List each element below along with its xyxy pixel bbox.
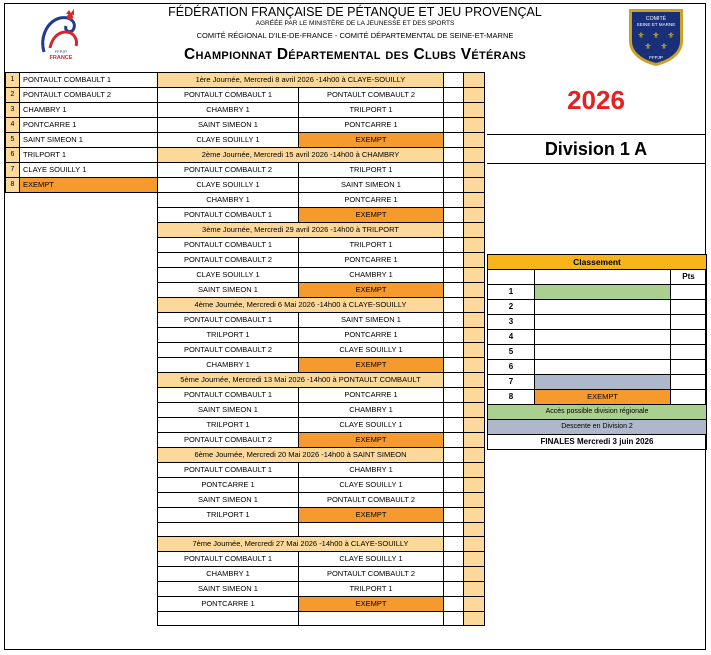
home-team: SAINT SIMEON 1	[158, 283, 299, 298]
rank-points	[671, 360, 707, 375]
score-cell	[444, 208, 464, 223]
team-row	[6, 148, 158, 163]
access-note: Accès possible division régionale	[488, 405, 707, 420]
away-team: EXEMPT	[299, 358, 444, 373]
score-cell	[464, 403, 485, 418]
descent-note: Descente en Division 2	[488, 420, 707, 435]
match-row	[158, 178, 485, 193]
score-cell	[444, 358, 464, 373]
score-cell	[464, 328, 485, 343]
rank-team	[535, 375, 671, 390]
team-name: PONTCARRE 1	[20, 118, 158, 133]
score-cell	[464, 358, 485, 373]
standings-row	[488, 285, 707, 300]
away-team: EXEMPT	[299, 508, 444, 523]
home-team: PONTAULT COMBAULT 1	[158, 552, 299, 567]
score-cell	[464, 133, 485, 148]
round-header-row	[158, 448, 485, 463]
home-team: PONTAULT COMBAULT 2	[158, 253, 299, 268]
round-header: 5ème Journée, Mercredi 13 Mai 2026 -14h00 à PONTAULT COMBAULT	[158, 373, 444, 388]
team-number: 8	[6, 178, 20, 193]
rank-number: 5	[488, 345, 535, 360]
rank-number: 4	[488, 330, 535, 345]
rank-number: 8	[488, 390, 535, 405]
score-cell	[464, 268, 485, 283]
score-cell	[444, 612, 464, 626]
championship-title: Championnat Départemental des Clubs Vétérans	[183, 46, 526, 63]
away-team: PONTAULT COMBAULT 2	[299, 567, 444, 582]
match-row	[158, 208, 485, 223]
rank-points	[671, 345, 707, 360]
home-team: PONTCARRE 1	[158, 478, 299, 493]
home-team: CHAMBRY 1	[158, 193, 299, 208]
team-row	[6, 118, 158, 133]
round-header: 1ère Journée, Mercredi 8 avril 2026 -14h00 à CLAYE-SOUILLY	[158, 73, 444, 88]
score-cell	[444, 537, 464, 552]
division-title: Division 1 A	[487, 134, 705, 164]
match-row	[158, 88, 485, 103]
seine-et-marne-committee-logo	[627, 7, 685, 67]
access-note-row	[488, 405, 707, 420]
rank-points	[671, 375, 707, 390]
team-name: PONTAULT COMBAULT 2	[20, 88, 158, 103]
score-cell	[464, 448, 485, 463]
home-team: PONTAULT COMBAULT 1	[158, 388, 299, 403]
away-team: TRILPORT 1	[299, 163, 444, 178]
away-team: PONTCARRE 1	[299, 328, 444, 343]
score-cell	[464, 163, 485, 178]
home-team: CHAMBRY 1	[158, 358, 299, 373]
team-row	[6, 103, 158, 118]
home-team: CHAMBRY 1	[158, 567, 299, 582]
home-team	[158, 523, 299, 537]
match-row	[158, 163, 485, 178]
score-cell	[444, 373, 464, 388]
rank-number: 7	[488, 375, 535, 390]
rank-number: 3	[488, 315, 535, 330]
score-cell	[444, 118, 464, 133]
score-cell	[444, 567, 464, 582]
match-row	[158, 567, 485, 582]
home-team: PONTAULT COMBAULT 1	[158, 463, 299, 478]
standings-row	[488, 345, 707, 360]
round-header: 7ème Journée, Mercredi 27 Mai 2026 -14h00 à CLAYE-SOUILLY	[158, 537, 444, 552]
home-team: SAINT SIMEON 1	[158, 493, 299, 508]
away-team: PONTCARRE 1	[299, 193, 444, 208]
score-cell	[464, 208, 485, 223]
away-team: EXEMPT	[299, 208, 444, 223]
score-cell	[464, 582, 485, 597]
rank-team: EXEMPT	[535, 390, 671, 405]
away-team: PONTCARRE 1	[299, 388, 444, 403]
away-team: PONTCARRE 1	[299, 118, 444, 133]
team-row	[6, 88, 158, 103]
match-row	[158, 508, 485, 523]
rank-team	[535, 300, 671, 315]
score-cell	[444, 163, 464, 178]
svg-text:FFPJP: FFPJP	[649, 55, 663, 60]
rank-team	[535, 345, 671, 360]
rank-points	[671, 330, 707, 345]
score-cell	[444, 418, 464, 433]
match-row	[158, 552, 485, 567]
round-header: 3ème Journée, Mercredi 29 avril 2026 -14h00 à TRILPORT	[158, 223, 444, 238]
score-cell	[464, 253, 485, 268]
match-row	[158, 253, 485, 268]
match-row	[158, 418, 485, 433]
score-cell	[464, 223, 485, 238]
score-cell	[444, 73, 464, 88]
score-cell	[464, 118, 485, 133]
rank-number: 2	[488, 300, 535, 315]
home-team: PONTAULT COMBAULT 1	[158, 313, 299, 328]
home-team: PONTAULT COMBAULT 2	[158, 163, 299, 178]
team-number: 5	[6, 133, 20, 148]
match-row	[158, 118, 485, 133]
score-cell	[464, 612, 485, 626]
match-row	[158, 463, 485, 478]
finals-date-row	[488, 435, 707, 450]
score-cell	[444, 268, 464, 283]
team-name: PONTAULT COMBAULT 1	[20, 73, 158, 88]
away-team: CLAYE SOUILLY 1	[299, 552, 444, 567]
match-row	[158, 582, 485, 597]
team-name: EXEMPT	[20, 178, 158, 193]
score-cell	[464, 567, 485, 582]
match-row	[158, 268, 485, 283]
score-cell	[464, 238, 485, 253]
home-team: SAINT SIMEON 1	[158, 403, 299, 418]
rank-team	[535, 330, 671, 345]
away-team: CLAYE SOUILLY 1	[299, 478, 444, 493]
standings-row	[488, 375, 707, 390]
standings-row	[488, 300, 707, 315]
match-row	[158, 193, 485, 208]
match-row	[158, 283, 485, 298]
svg-text:⚜: ⚜	[637, 31, 645, 40]
score-cell	[444, 328, 464, 343]
match-row	[158, 478, 485, 493]
away-team: EXEMPT	[299, 283, 444, 298]
federation-title: FÉDÉRATION FRANÇAISE DE PÉTANQUE ET JEU PROVENÇAL	[168, 5, 542, 19]
agreement-line: AGRÉÉE PAR LE MINISTÈRE DE LA JEUNESSE ET DES SPORTS	[255, 20, 455, 27]
away-team: CLAYE SOUILLY 1	[299, 418, 444, 433]
team-row	[6, 133, 158, 148]
round-header-row	[158, 148, 485, 163]
score-cell	[464, 508, 485, 523]
away-team: TRILPORT 1	[299, 582, 444, 597]
match-row	[158, 388, 485, 403]
rank-points	[671, 390, 707, 405]
home-team: PONTAULT COMBAULT 2	[158, 433, 299, 448]
rank-points	[671, 285, 707, 300]
away-team: SAINT SIMEON 1	[299, 178, 444, 193]
score-cell	[444, 508, 464, 523]
points-header: Pts	[671, 270, 707, 285]
away-team: CHAMBRY 1	[299, 268, 444, 283]
svg-text:SEINE ET MARNE: SEINE ET MARNE	[636, 22, 676, 27]
score-cell	[464, 552, 485, 567]
team-name: TRILPORT 1	[20, 148, 158, 163]
score-cell	[464, 313, 485, 328]
team-name: CHAMBRY 1	[20, 103, 158, 118]
match-row	[158, 433, 485, 448]
away-team: EXEMPT	[299, 597, 444, 612]
standings-row	[488, 315, 707, 330]
rank-team	[535, 360, 671, 375]
away-team: CHAMBRY 1	[299, 463, 444, 478]
svg-text:FFPJP: FFPJP	[54, 49, 68, 54]
standings-row	[488, 360, 707, 375]
home-team: PONTCARRE 1	[158, 597, 299, 612]
score-cell	[464, 343, 485, 358]
rank-number: 6	[488, 360, 535, 375]
score-cell	[444, 463, 464, 478]
score-cell	[444, 433, 464, 448]
score-cell	[464, 298, 485, 313]
home-team: PONTAULT COMBAULT 1	[158, 238, 299, 253]
match-row	[158, 523, 485, 537]
match-row	[158, 358, 485, 373]
away-team: EXEMPT	[299, 433, 444, 448]
match-row	[158, 612, 485, 626]
score-cell	[444, 388, 464, 403]
score-cell	[444, 238, 464, 253]
score-cell	[444, 478, 464, 493]
score-cell	[464, 493, 485, 508]
svg-text:⚜: ⚜	[667, 31, 675, 40]
home-team	[158, 612, 299, 626]
score-cell	[444, 178, 464, 193]
round-header-row	[158, 373, 485, 388]
rank-team	[535, 285, 671, 300]
team-number: 2	[6, 88, 20, 103]
home-team: CLAYE SOUILLY 1	[158, 178, 299, 193]
score-cell	[444, 223, 464, 238]
match-row	[158, 493, 485, 508]
score-cell	[444, 343, 464, 358]
svg-text:⚜: ⚜	[660, 42, 668, 51]
score-cell	[444, 148, 464, 163]
svg-text:FRANCE: FRANCE	[49, 55, 73, 61]
match-row	[158, 313, 485, 328]
score-cell	[464, 523, 485, 537]
score-cell	[444, 552, 464, 567]
score-cell	[464, 433, 485, 448]
score-cell	[464, 597, 485, 612]
svg-text:COMITÉ: COMITÉ	[645, 16, 667, 22]
match-row	[158, 103, 485, 118]
home-team: PONTAULT COMBAULT 2	[158, 343, 299, 358]
match-row	[158, 238, 485, 253]
schedule-table	[157, 72, 485, 626]
match-row	[158, 343, 485, 358]
score-cell	[444, 298, 464, 313]
match-row	[158, 597, 485, 612]
score-cell	[464, 178, 485, 193]
score-cell	[464, 283, 485, 298]
match-row	[158, 328, 485, 343]
team-number: 7	[6, 163, 20, 178]
home-team: CLAYE SOUILLY 1	[158, 133, 299, 148]
score-cell	[464, 537, 485, 552]
away-team	[299, 612, 444, 626]
score-cell	[464, 388, 485, 403]
score-cell	[444, 133, 464, 148]
standings-table	[487, 254, 707, 450]
team-number: 3	[6, 103, 20, 118]
score-cell	[444, 448, 464, 463]
away-team: EXEMPT	[299, 133, 444, 148]
score-cell	[464, 88, 485, 103]
score-cell	[464, 418, 485, 433]
team-row	[6, 163, 158, 178]
team-number: 6	[6, 148, 20, 163]
rank-team	[535, 315, 671, 330]
team-row	[6, 178, 158, 193]
home-team: SAINT SIMEON 1	[158, 118, 299, 133]
team-name: CLAYE SOUILLY 1	[20, 163, 158, 178]
score-cell	[444, 597, 464, 612]
score-cell	[464, 478, 485, 493]
score-cell	[444, 523, 464, 537]
score-cell	[464, 148, 485, 163]
rank-number: 1	[488, 285, 535, 300]
team-name: SAINT SIMEON 1	[20, 133, 158, 148]
home-team: PONTAULT COMBAULT 1	[158, 88, 299, 103]
committees-line: COMITÉ RÉGIONAL D'ILE-DE-FRANCE - COMITÉ DÉPARTEMENTAL DE SEINE-ET-MARNE	[196, 31, 514, 40]
team-number: 1	[6, 73, 20, 88]
home-team: SAINT SIMEON 1	[158, 582, 299, 597]
rank-points	[671, 315, 707, 330]
descent-note-row	[488, 420, 707, 435]
standings-row	[488, 390, 707, 405]
home-team: CHAMBRY 1	[158, 103, 299, 118]
round-header: 2ème Journée, Mercredi 15 avril 2026 -14h00 à CHAMBRY	[158, 148, 444, 163]
home-team: TRILPORT 1	[158, 508, 299, 523]
score-cell	[444, 193, 464, 208]
finals-date: FINALES Mercredi 3 juin 2026	[488, 435, 707, 450]
round-header: 4ème Journée, Mercredi 6 Mai 2026 -14h00 à CLAYE-SOUILLY	[158, 298, 444, 313]
svg-text:⚜: ⚜	[652, 31, 660, 40]
away-team: CHAMBRY 1	[299, 403, 444, 418]
match-row	[158, 403, 485, 418]
match-row	[158, 133, 485, 148]
round-header-row	[158, 537, 485, 552]
round-header-row	[158, 298, 485, 313]
score-cell	[444, 313, 464, 328]
svg-text:⚜: ⚜	[644, 42, 652, 51]
standings-row	[488, 330, 707, 345]
team-row	[6, 73, 158, 88]
home-team: TRILPORT 1	[158, 418, 299, 433]
away-team: PONTAULT COMBAULT 2	[299, 493, 444, 508]
team-number: 4	[6, 118, 20, 133]
round-header-row	[158, 73, 485, 88]
score-cell	[444, 283, 464, 298]
score-cell	[444, 88, 464, 103]
away-team: CLAYE SOUILLY 1	[299, 343, 444, 358]
ffpjp-france-logo	[36, 8, 86, 62]
away-team: TRILPORT 1	[299, 103, 444, 118]
home-team: PONTAULT COMBAULT 1	[158, 208, 299, 223]
away-team: TRILPORT 1	[299, 238, 444, 253]
score-cell	[464, 73, 485, 88]
standings-title: Classement	[488, 255, 707, 270]
score-cell	[464, 193, 485, 208]
score-cell	[464, 463, 485, 478]
home-team: CLAYE SOUILLY 1	[158, 268, 299, 283]
score-cell	[464, 373, 485, 388]
teams-table	[5, 72, 158, 193]
score-cell	[444, 582, 464, 597]
score-cell	[444, 493, 464, 508]
score-cell	[444, 103, 464, 118]
score-cell	[444, 253, 464, 268]
score-cell	[464, 103, 485, 118]
season-year: 2026	[567, 85, 625, 115]
away-team: PONTCARRE 1	[299, 253, 444, 268]
away-team	[299, 523, 444, 537]
home-team: TRILPORT 1	[158, 328, 299, 343]
rank-points	[671, 300, 707, 315]
away-team: SAINT SIMEON 1	[299, 313, 444, 328]
score-cell	[444, 403, 464, 418]
round-header: 6ème Journée, Mercredi 20 Mai 2026 -14h00 à SAINT SIMEON	[158, 448, 444, 463]
round-header-row	[158, 223, 485, 238]
away-team: PONTAULT COMBAULT 2	[299, 88, 444, 103]
